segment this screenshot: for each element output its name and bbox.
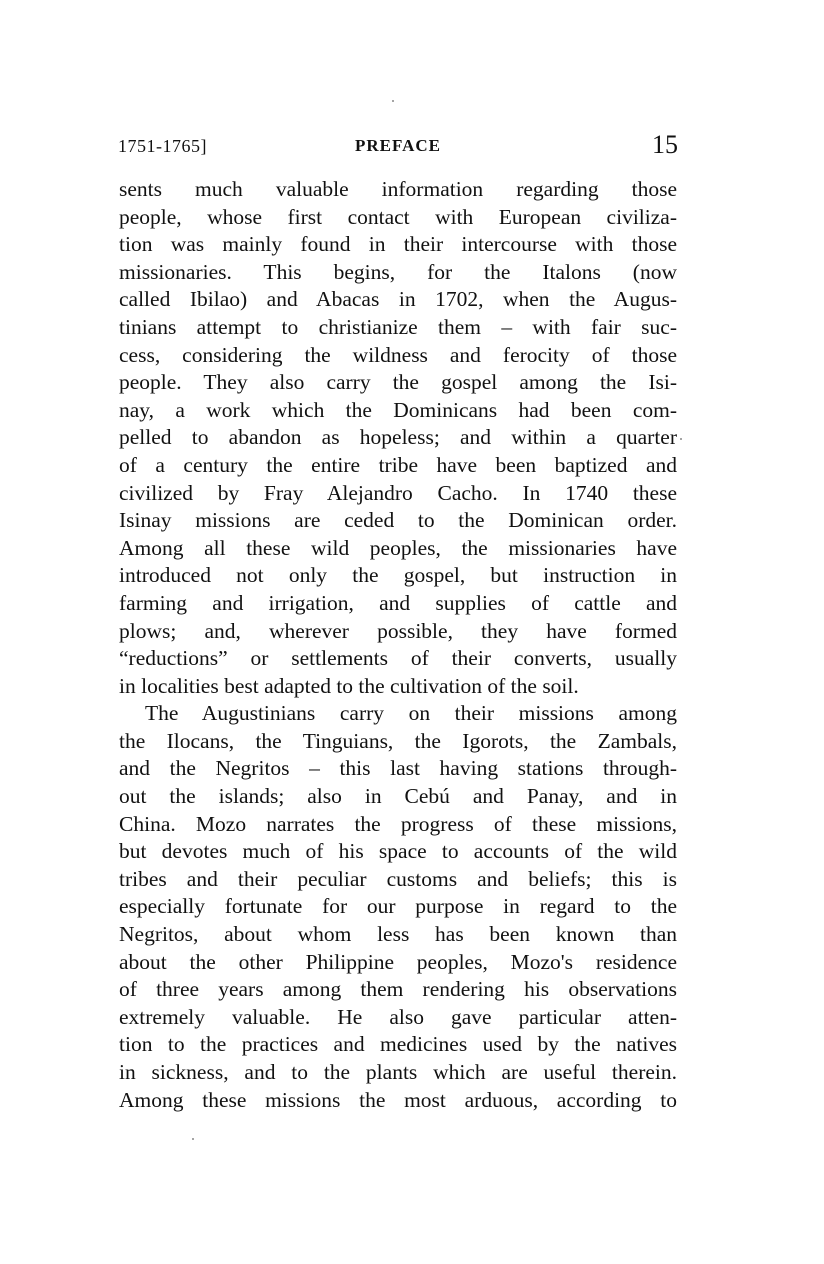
- text-line: China. Mozo narrates the progress of these missions,: [119, 811, 677, 836]
- text-line: “reductions” or settlements of their converts, usually: [119, 646, 677, 671]
- text-line: plows; and, wherever possible, they have formed: [119, 618, 677, 643]
- header-date-range: 1751-1765]: [118, 136, 207, 156]
- text-line: of three years among them rendering his observations: [119, 977, 677, 1002]
- text-line: tinians attempt to christianize them – with fair suc-: [119, 314, 677, 339]
- text-line: pelled to abandon as hopeless; and within a quarter: [119, 425, 677, 450]
- page-number: 15: [652, 130, 678, 159]
- text-line: nay, a work which the Dominicans had been com-: [119, 397, 677, 422]
- scan-speck: [392, 100, 394, 102]
- header-title: PREFACE: [354, 136, 441, 155]
- text-line: sents much valuable information regarding those: [119, 177, 677, 201]
- text-line: out the islands; also in Cebú and Panay, and in: [119, 784, 677, 809]
- text-line: farming and irrigation, and supplies of cattle and: [119, 590, 677, 615]
- text-line: The Augustinians carry on their missions among: [145, 701, 677, 726]
- text-line: extremely valuable. He also gave particular atten-: [119, 1004, 677, 1029]
- text-line: cess, considering the wildness and ferocity of those: [119, 342, 677, 367]
- text-line: people, whose first contact with European civiliza-: [119, 204, 677, 229]
- running-header: [118, 132, 678, 162]
- text-line: Negritos, about whom less has been known than: [119, 922, 677, 947]
- text-line: introduced not only the gospel, but instruction in: [119, 563, 677, 588]
- text-line: the Ilocans, the Tinguians, the Igorots, the Zambals,: [119, 728, 677, 753]
- body-text: [119, 176, 677, 1114]
- text-line: in localities best adapted to the cultivation of the soil.: [119, 673, 579, 698]
- text-line: called Ibilao) and Abacas in 1702, when the Augus-: [119, 287, 677, 312]
- text-line: missionaries. This begins, for the Italons (now: [119, 259, 677, 284]
- text-line: tion to the practices and medicines used by the natives: [119, 1032, 677, 1057]
- text-line: in sickness, and to the plants which are useful therein.: [119, 1060, 677, 1084]
- text-line: tion was mainly found in their intercourse with those: [119, 232, 677, 257]
- scan-speck: [192, 1138, 194, 1140]
- scan-speck: [680, 438, 682, 440]
- text-line: Isinay missions are ceded to the Dominican order.: [119, 508, 677, 533]
- text-line: of a century the entire tribe have been baptized and: [119, 452, 677, 477]
- text-line: Among all these wild peoples, the missionaries have: [119, 535, 677, 560]
- text-line: Among these missions the most arduous, according to: [119, 1087, 677, 1112]
- text-line: tribes and their peculiar customs and beliefs; this is: [119, 866, 677, 891]
- text-line: about the other Philippine peoples, Mozo's residence: [119, 949, 677, 974]
- text-line: civilized by Fray Alejandro Cacho. In 1740 these: [119, 480, 677, 505]
- text-line: especially fortunate for our purpose in regard to the: [119, 894, 677, 919]
- text-line: but devotes much of his space to accounts of the wild: [119, 839, 677, 864]
- text-line: and the Negritos – this last having stations through-: [119, 756, 677, 781]
- text-line: people. They also carry the gospel among the Isi-: [119, 370, 677, 395]
